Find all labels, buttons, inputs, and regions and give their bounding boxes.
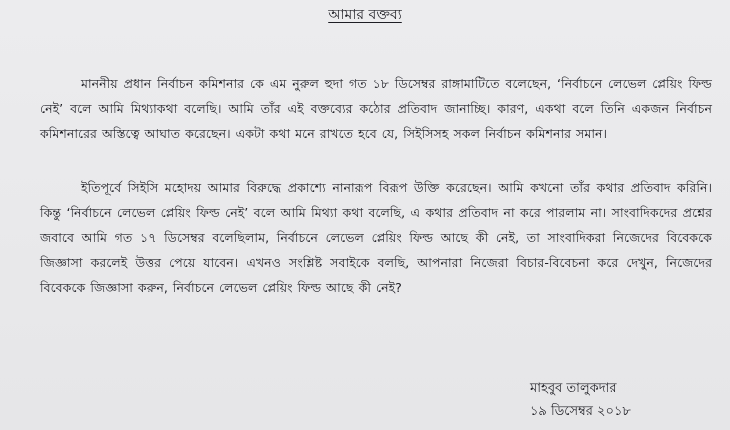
document-title	[0, 6, 730, 24]
signature-name: মাহবুব তালুকদার	[530, 381, 617, 396]
paragraph-1: মাননীয় প্রধান নির্বাচন কমিশনার কে এম নুরুল হুদা গত ১৮ ডিসেম্বর রাঙ্গামাটিতে বলেছেন, ‘নির্বাচনে লেভেল প্লেয়িং ফিল্ড নেই’ বলে আমি মিথ্যাকথা বলেছি। আমি তাঁর এই বক্তব্যের কঠোর প্রতিবাদ জানাচ্ছি। কারণ, একথা বলে তিনি একজন নির্বাচন কমিশনারের অস্তিত্বে আঘাত করেছেন। একটা কথা মনে রাখতে হবে যে, সিইসিসহ সকল নির্বাচন কমিশনার সমান।	[40, 76, 712, 141]
signature-date: ১৯ ডিসেম্বর ২০১৮	[530, 404, 631, 419]
document-title-text: আমার বক্তব্য	[328, 7, 402, 23]
paragraph-2: ইতিপূর্বে সিইসি মহোদয় আমার বিরুদ্ধে প্রকাশ্যে নানারূপ বিরূপ উক্তি করেছেন। আমি কখনো তাঁর কথার প্রতিবাদ করিনি। কিন্তু ‘নির্বাচনে লেভেল প্লেয়িং ফিল্ড নেই’ বলে আমি মিথ্যা কথা বলেছি, এ কথার প্রতিবাদ না করে পারলাম না। সাংবাদিকদের প্রশ্নের জবাবে আমি গত ১৭ ডিসেম্বর বলেছিলাম, নির্বাচনে লেভেল প্লেয়িং ফিল্ড আছে কী নেই, তা সাংবাদিকরা নিজেদের বিবেককে জিজ্ঞাসা করলেই উত্তর পেয়ে যাবেন। এখনও সংশ্লিষ্ট সবাইকে বলছি, আপনারা নিজেরা বিচার-বিবেচনা করে দেখুন, নিজেদের বিবেককে জিজ্ঞাসা করুন, নির্বাচনে লেভেল প্লেয়িং ফিল্ড আছে কী নেই?	[40, 180, 712, 295]
